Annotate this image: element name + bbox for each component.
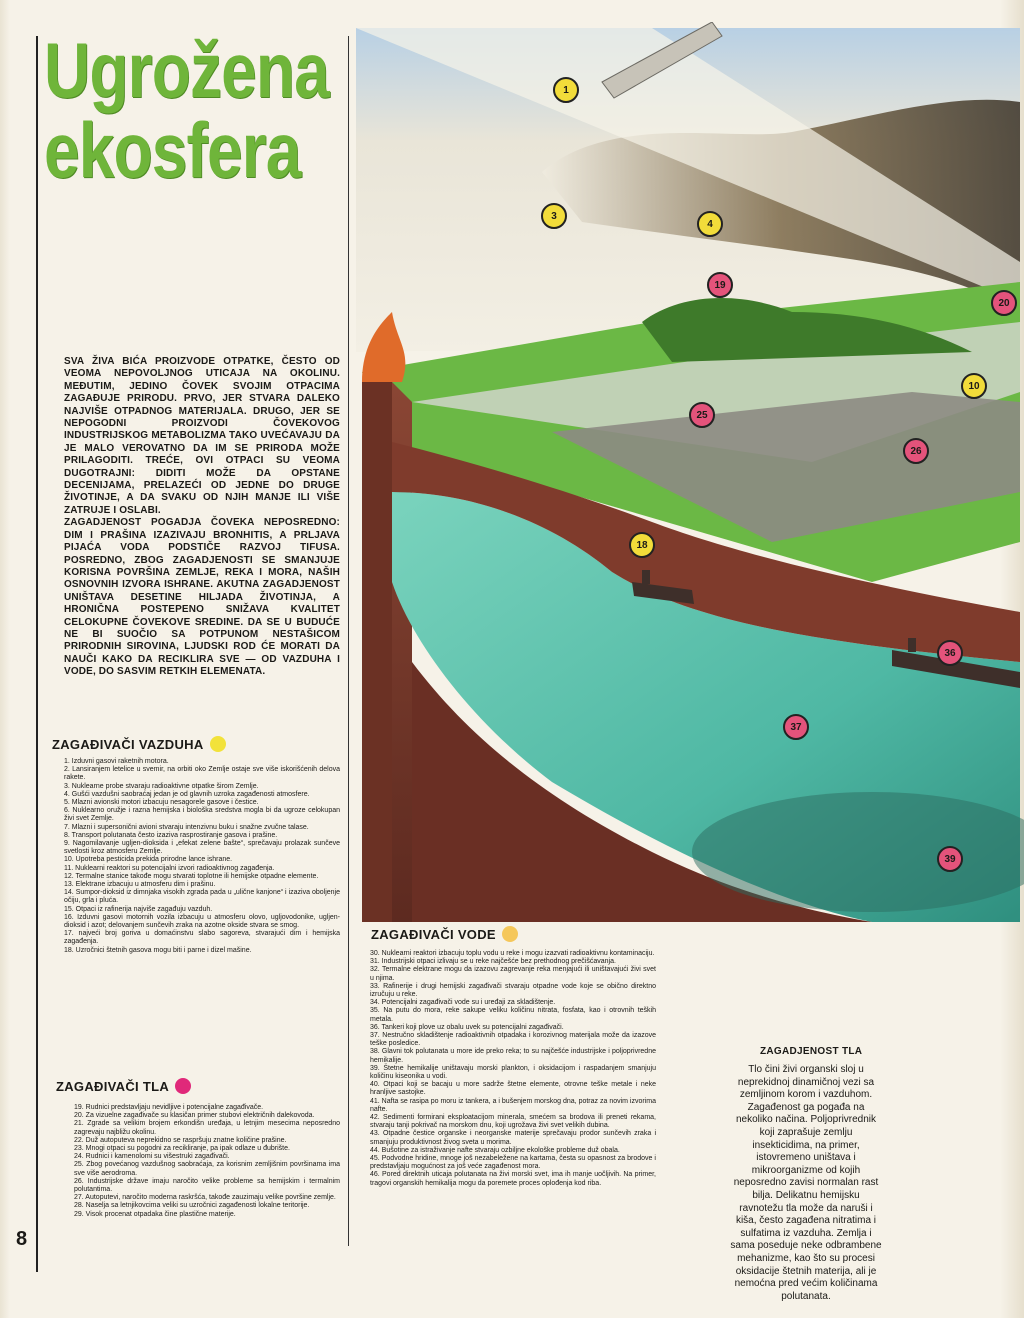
- title-line-2: ekosfera: [44, 106, 301, 194]
- water-list-item: 40. Otpaci koji se bacaju u more sadrže štetne elemente, otrovne teške metale i neke hranljive sastojke.: [370, 1081, 656, 1097]
- marker-20: 20: [991, 290, 1017, 316]
- intro-text: [64, 356, 340, 679]
- soil-list-item: 23. Mnogi otpaci su pogodni za recikliranje, pa ipak odlaze u đubrište.: [74, 1145, 290, 1153]
- ecosphere-illustration: [352, 22, 1024, 922]
- marker-3: 3: [541, 203, 567, 229]
- air-list-item: 9. Nagomilavanje ugljen-dioksida i „efekat zelene bašte“, sprečavaju prolazak sunčeve svetlosti kroz atmosferu Zemlje.: [64, 840, 340, 856]
- left-margin-rule: [36, 36, 38, 1272]
- air-list-item: 12. Termalne stanice takođe mogu stvarati toplotne ili hemijske otpadne elemente.: [64, 872, 319, 880]
- air-pollutants-list: [64, 758, 340, 955]
- water-list-item: 41. Nafta se rasipa po moru iz tankera, a i bušenjem morskog dna, potraz za novim izvorima nafte.: [370, 1097, 656, 1113]
- marker-26: 26: [903, 438, 929, 464]
- orange-dot-icon: [502, 926, 518, 942]
- water-list-item: 36. Tankeri koji plove uz obalu uvek su potencijalni zagađivači.: [370, 1023, 564, 1031]
- water-list-item: 45. Podvodne hridine, mnoge još nezabeležene na kartama, česta su opasnost za brodove i predstavljaju mogućnost za još veće zagađenost mora.: [370, 1155, 656, 1171]
- title-line-1: Ugrožena: [44, 26, 329, 114]
- page-number: 8: [16, 1228, 28, 1250]
- water-list-item: 37. Nestručno skladištenje radioaktivnih otpadaka i korozivnog materijala može da izazove teške posledice.: [370, 1032, 656, 1048]
- water-list-item: 39. Štetne hemikalije uništavaju morski plankton, i oksidacijom i raspadanjem smanjuju količinu kiseonika u vodi.: [370, 1064, 656, 1081]
- air-list-item: 4. Gušći vazdušni saobraćaj jedan je od glavnih uzroka zagađenosti atmosfere.: [64, 790, 310, 798]
- water-list-item: 31. Industrijski otpaci izlivaju se u reke najčešće bez prethodnog prečišćavanja.: [370, 958, 616, 966]
- soil-list-item: 27. Autoputevi, naročito moderna raskršća, takođe zauzimaju velike površine zemlje.: [74, 1194, 336, 1202]
- marker-1: 1: [553, 77, 579, 103]
- air-pollutants-heading: ZAGAĐIVAČI VAZDUHA: [52, 736, 226, 752]
- marker-25: 25: [689, 402, 715, 428]
- water-list-item: 38. Glavni tok polutanata u more ide preko reka; to su najčešće industrijske i poljoprivredne hemikalije.: [370, 1048, 656, 1064]
- air-list-item: 11. Nuklearni reaktori su potencijalni izvori radioaktivnog zagađenja.: [64, 864, 275, 872]
- soil-list-item: 24. Rudnici i kamenolomi su višestruki zagađivači.: [74, 1153, 230, 1161]
- air-list-item: 7. Mlazni i supersonični avioni stvaraju intenzivnu buku i snažne zvučne talase.: [64, 823, 309, 831]
- marker-19: 19: [707, 272, 733, 298]
- marker-37: 37: [783, 714, 809, 740]
- soil-list-item: 20. Za vizuelne zagađivače su klasičan primer stubovi električnih dalekovoda.: [74, 1112, 315, 1120]
- intro-paragraph-2: ZAGADJENOST POGADJA ČOVEKA NEPOSREDNO: DIM I PRAŠINA IZAZIVAJU BRONHITIS, A PRLJAVA PIJAĆA VODA PODSTIČE RAZVOJ TIFUSA. POSREDNO, ZBOG ZAGADJENOSTI SE SMANJUJE KORISNA POVRŠINA ZEMLJE, REKA I MORA, NAŠIH OSNOVNIH IZVORA ISHRANE. AKUTNA ZAGADJENOST UNIŠTAVA DESETINE HILJADA ŽIVOTINJA, A HRONIČNA POSTEPENO SNIŽAVA KVALITET CELOKUPNE ČOVEKOVE SREDINE. DA SE U BUDUĆЕ NE BI SUOČIO SA POTPUNOM NESTAŠICOM PRIRODNIH SIROVINA, LJUDSKI ROD ĆE MORATI DA NAUČI KAKO DA RECIKLIRA SVE — OD VAZDUHA I VODE, DO SASVIM RETKIH ELEMENATA.: [64, 517, 340, 678]
- water-list-item: 30. Nuklearni reaktori izbacuju toplu vodu u reke i mogu izazvati radioaktivnu kontaminaciju.: [370, 950, 655, 957]
- marker-18: 18: [629, 532, 655, 558]
- column-divider: [348, 36, 349, 1246]
- air-list-item: 14. Sumpor-dioksid iz dimnjaka visokih zgrada pada u „ulične kanjone“ i izaziva obolјenje očiju, grla i pluća.: [64, 889, 340, 905]
- soil-list-item: 26. Industrijske države imaju naročito velike probleme sa hemijskim i termalnim polutantima.: [74, 1177, 340, 1194]
- water-list-item: 34. Potencijalni zagađivači vode su i uređaji za skladištenje.: [370, 999, 556, 1007]
- air-list-item: 1. Izduvni gasovi raketnih motora.: [64, 758, 169, 765]
- water-pollutants-list: [370, 950, 656, 1188]
- air-list-item: 3. Nuklearne probe stvaraju radioaktivne otpatke širom Zemlje.: [64, 782, 259, 790]
- soil-list-item: 21. Zgrade sa velikim brojem erkondišn uređaja, u letnjim mesecima neposredno zagrevaju najbližu okolinu.: [74, 1120, 340, 1136]
- soil-list-item: 28. Naselja sa letnjikovcima veliki su uzročnici zagađenosti lokalne teritorije.: [74, 1202, 310, 1210]
- soil-pollutants-heading: ZAGAĐIVAČI TLA: [56, 1078, 191, 1094]
- air-list-item: 8. Transport polutanata često izaziva rasprostiranje gasova i prašine.: [64, 831, 278, 839]
- water-list-item: 42. Sedimenti formirani eksploatacijom minerala, smećem sa brodova ili preneti rekama, stvaraju tanji pokrivač na morskom dnu, koji ugrožava živi svet velikih dubina.: [370, 1114, 656, 1130]
- water-list-item: 35. Na putu do mora, reke sakupe veliku količinu nitrata, fosfata, kao i otrovnih teških metala.: [370, 1007, 656, 1023]
- soil-list-item: 29. Visok procenat otpadaka čine plastične materije.: [74, 1210, 236, 1218]
- air-list-item: 10. Upotreba pesticida prekida prirodne lance ishrane.: [64, 856, 233, 864]
- air-list-item: 2. Lansiranjem letelice u svemir, na orbiti oko Zemlje ostaje sve više iskorišćenih delova rakete.: [64, 766, 340, 782]
- soil-pollutants-list: [74, 1104, 340, 1219]
- soil-list-item: 19. Rudnici predstavljaju nevidljive i potencijalne zagađivače.: [74, 1104, 264, 1111]
- air-list-item: 5. Mlazni avionski motori izbacuju nesagorele gasove i čestice.: [64, 799, 259, 807]
- air-list-item: 17. najveći broj goriva u domaćinstvu slabo sagoreva, stvarajući dim i hemijska zagađenja.: [64, 930, 340, 946]
- soil-pollution-heading: ZAGADJENOST TLA: [760, 1046, 863, 1057]
- air-list-item: 18. Uzročnici štetnih gasova mogu biti i parne i dizel mašine.: [64, 946, 252, 954]
- yellow-dot-icon: [210, 736, 226, 752]
- air-list-item: 15. Otpaci iz rafinerija najviše zagađuju vazduh.: [64, 905, 213, 913]
- soil-list-item: 22. Duž autoputeva neprekidno se raspršuju znatne količine prašine.: [74, 1136, 287, 1144]
- air-list-item: 6. Nuklearno oružje i razna hemijska i biološka sredstva mogla bi da ugroze celokupan živi svet Zemlje.: [64, 807, 340, 823]
- air-list-item: 16. Izduvni gasovi motornih vozila izbacuju u atmosferu olovo, ugljovodonike, ugljen-dioksid i azot; delovanjem sunčevih zraka na azotne okside stvara se smog.: [64, 913, 340, 930]
- marker-4: 4: [697, 211, 723, 237]
- water-list-item: 43. Otpadne čestice organske i neorganske materije sprečavaju prodor sunčevih zraka i smanjuju produktivnost živog sveta u morima.: [370, 1130, 656, 1146]
- soil-list-item: 25. Zbog povećanog vazdušnog saobraćaja, za korisnim zemljišnim površinama ima sve više aerodroma.: [74, 1161, 340, 1177]
- water-list-item: 44. Bušotine za istraživanje nafte stvaraju ozbiljne ekološke probleme duž obala.: [370, 1146, 620, 1154]
- intro-paragraph-1: SVA ŽIVA BIĆA PROIZVODE OTPATKE, ČESTO OD VEOMA NEPOVOLJNOG UTICAJA NA OKOLINU. MEĐUTIM, JEDINO ČOVEK SVOJIM OTPACIMA ZAGAĐUJE PRIRODU. PRVO, JER STVARA DALEKO NAJVIŠE OTPADNOG MATERIJALA. DRUGO, JER SE NEPOGODNI PROIZVODI ČOVEKOVOG INDUSTRIJSKOG METABOLIZMA TAKO UVEĆAVAJU DA JE MALO VEROVATNO DA IM SE PRIRODA MOŽE PRILAGODITI. TREĆE, OVI OTPACI SU VEOMA DUGOTRAJNI: DIDITI MOŽE DA OPSTANE DECENIJAMA, PRELAZEĆI OD JEDNE DO DRUGE ŽIVOTINJE, A DA SVAKU OD NJIH MANJE ILI VIŠE ZATRUJE I OSLABI.: [64, 356, 340, 516]
- water-pollutants-heading: ZAGAĐIVAČI VODE: [371, 926, 518, 942]
- water-list-item: 33. Rafinerije i drugi hemijski zagađivači stvaraju otpadne vode koje se obično direktno izručuju u reke.: [370, 982, 656, 999]
- marker-36: 36: [937, 640, 963, 666]
- soil-pollution-text: Tlo čini živi organski sloj u neprekidnoj dinamičnoj vezi sa zemljinom korom i vazduhom. Zagađenost ga pogađa na nekoliko načina. Poljoprivrednik koji zaprašuje zemlju insekticidima, na primer, istovremeno uništava i mikroorganizme od kojih neposredno zavisi normalan rast bilja. Delikatnu hemijsku ravnotežu tla može da naruši i kiša, često zagađena nitratima i sulfatima iz vazduha. Zemlja i sama poseduje neke odbrambene mehanizme, kao što su procesi oksidacije štetnih materija, ali je nemoćna pred većim količinama polutanata.: [730, 1064, 882, 1302]
- air-list-item: 13. Elektrane izbacuju u atmosferu dim i prašinu.: [64, 881, 216, 889]
- marker-10: 10: [961, 373, 987, 399]
- water-list-item: 46. Pored direktnih uticaja polutanata na živi morski svet, ima ih manje uočljivih. Na primer, tragovi organskih hemikalija mogu da poremete proces oplođenja kod riba.: [370, 1171, 656, 1187]
- page-title: [44, 26, 329, 194]
- pink-dot-icon: [175, 1078, 191, 1094]
- marker-39: 39: [937, 846, 963, 872]
- water-list-item: 32. Termalne elektrane mogu da izazovu zagrevanje reka menjajući ili uništavajući živi svet u njima.: [370, 966, 656, 982]
